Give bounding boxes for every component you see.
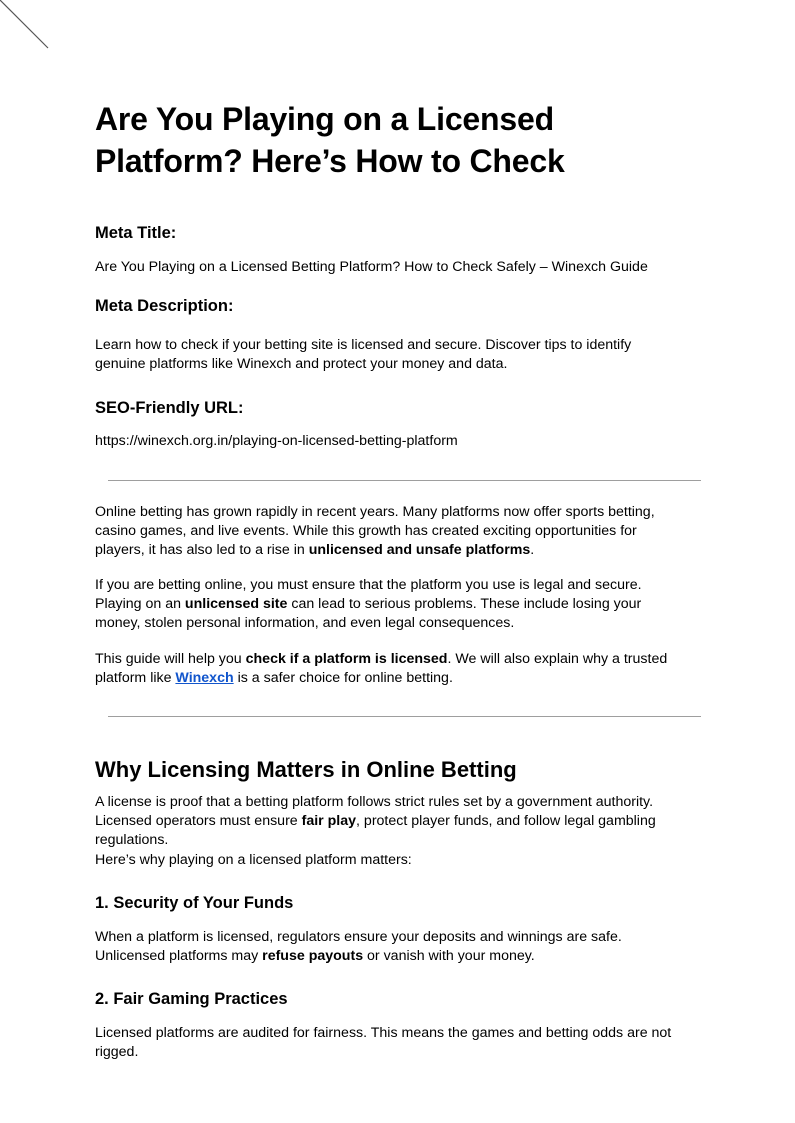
security-paragraph [95,928,655,966]
meta-description-heading: Meta Description: [95,297,234,315]
intro-p2-end: can lead to serious problems. These include losing your money, stolen personal information, and even legal consequences. [95,596,642,632]
section-heading-why-licensing: Why Licensing Matters in Online Betting [95,757,517,782]
intro-p3-bold: check if a platform is licensed [245,651,448,667]
why-p1-bold: fair play [301,813,357,830]
security-text: When a platform is licensed, regulators ensure your deposits and winnings are safe. Unlicensed platforms may [95,929,622,965]
intro-p1-bold: unlicensed and unsafe platforms [308,542,531,559]
security-end: or vanish with your money. [363,948,535,965]
why-p1-text: A license is proof that a betting platform follows strict rules set by a government authority. Licensed operators must ensure [95,794,654,830]
intro-paragraph-3 [95,650,695,688]
divider [108,716,701,717]
subsection-heading-security: 1. Security of Your Funds [95,894,294,912]
seo-url-text: https://winexch.org.in/playing-on-licensed-betting-platform [95,433,458,449]
intro-p1-text: Online betting has grown rapidly in recent years. Many platforms now offer sports betting, casino games, and live events. While this growth has created exciting opportunities for players, it has also led to a rise in [95,504,655,559]
intro-paragraph-1 [95,503,685,561]
divider [108,480,701,481]
page-title: Are You Playing on a Licensed Platform? Here’s How to Check [95,101,565,179]
why-paragraph [95,793,685,870]
security-bold: refuse payouts [262,948,364,965]
seo-url-heading: SEO-Friendly URL: [95,399,244,417]
intro-p2-bold: unlicensed site [184,596,288,613]
winexch-link[interactable]: Winexch [175,670,234,687]
meta-title-text: Are You Playing on a Licensed Betting Platform? How to Check Safely – Winexch Guide [95,259,648,275]
page-corner-mark [0,0,60,60]
subsection-heading-fair-gaming: 2. Fair Gaming Practices [95,990,288,1008]
intro-p3-text: This guide will help you [95,651,246,667]
intro-p1-end: . [530,542,535,559]
intro-paragraph-2 [95,576,670,634]
why-p1-followup: Here’s why playing on a licensed platform matters: [95,851,412,868]
meta-title-heading: Meta Title: [95,224,177,242]
intro-p3-end: is a safer choice for online betting. [233,670,453,687]
intro-p2-text: If you are betting online, you must ensure that the platform you use is legal and secure. Playing on an [95,577,642,613]
meta-description-text: Learn how to check if your betting site is licensed and secure. Discover tips to identify genuine platforms like Winexch and protect your money and data. [95,337,632,373]
fair-gaming-paragraph: Licensed platforms are audited for fairness. This means the games and betting odds are not rigged. [95,1025,672,1061]
why-p1-end: , protect player funds, and follow legal gambling regulations. [95,813,656,849]
intro-p3-mid: . We will also explain why a trusted platform like [95,651,668,687]
